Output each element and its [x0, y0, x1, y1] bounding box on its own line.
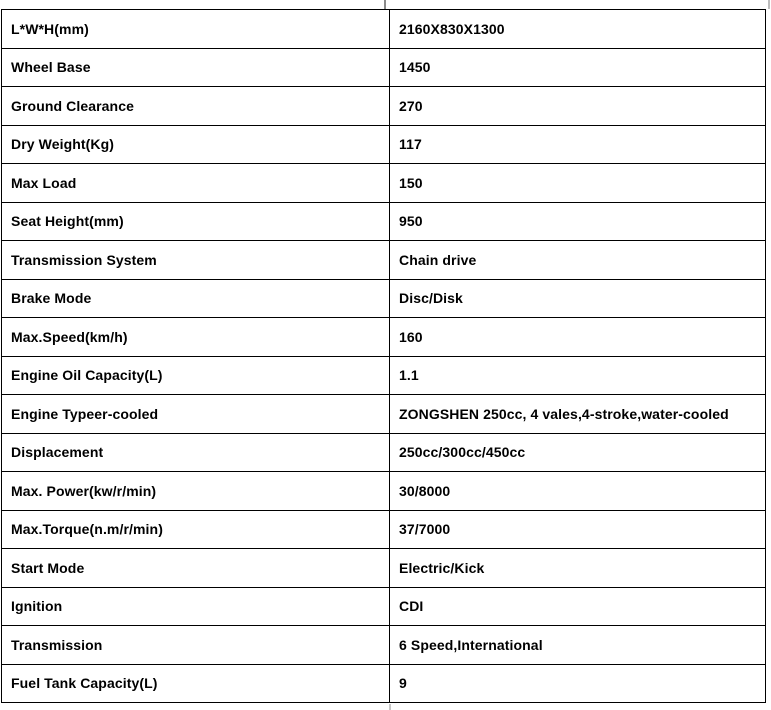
spec-label: Displacement: [2, 433, 390, 472]
spec-value: Electric/Kick: [390, 549, 766, 588]
cropped-gridline-top-right: [768, 0, 770, 9]
table-row: [2, 241, 766, 280]
spec-value: 2160X830X1300: [390, 10, 766, 49]
spec-value: 6 Speed,International: [390, 626, 766, 665]
spec-label: L*W*H(mm): [2, 10, 390, 49]
spec-label: Seat Height(mm): [2, 202, 390, 241]
spec-label: Ignition: [2, 587, 390, 626]
spec-label: Brake Mode: [2, 279, 390, 318]
spec-value: 9: [390, 664, 766, 703]
spec-value: 270: [390, 87, 766, 126]
table-row: [2, 164, 766, 203]
cropped-gridline-bottom-divider: [389, 704, 391, 710]
spec-label: Ground Clearance: [2, 87, 390, 126]
spec-value: 117: [390, 125, 766, 164]
spec-label: Engine Typeer-cooled: [2, 395, 390, 434]
spec-value: 150: [390, 164, 766, 203]
spec-label: Transmission System: [2, 241, 390, 280]
spec-value: Disc/Disk: [390, 279, 766, 318]
spec-label: Max. Power(kw/r/min): [2, 472, 390, 511]
table-row: [2, 664, 766, 703]
table-row: [2, 279, 766, 318]
spec-label: Engine Oil Capacity(L): [2, 356, 390, 395]
table-row: [2, 510, 766, 549]
spec-label: Max Load: [2, 164, 390, 203]
spec-value: Chain drive: [390, 241, 766, 280]
table-row: [2, 202, 766, 241]
spec-label: Transmission: [2, 626, 390, 665]
spec-label: Dry Weight(Kg): [2, 125, 390, 164]
spec-value: 250cc/300cc/450cc: [390, 433, 766, 472]
spec-value: ZONGSHEN 250cc, 4 vales,4-stroke,water-cooled: [390, 395, 766, 434]
table-row: [2, 472, 766, 511]
spec-value: 1450: [390, 48, 766, 87]
spec-table: [1, 9, 766, 703]
table-row: [2, 433, 766, 472]
cropped-gridline-top-divider: [384, 0, 386, 9]
spec-value: CDI: [390, 587, 766, 626]
table-row: [2, 125, 766, 164]
table-row: [2, 549, 766, 588]
spec-label: Max.Torque(n.m/r/min): [2, 510, 390, 549]
table-row: [2, 626, 766, 665]
spec-value: 160: [390, 318, 766, 357]
table-row: [2, 87, 766, 126]
spec-label: Fuel Tank Capacity(L): [2, 664, 390, 703]
table-row: [2, 587, 766, 626]
table-row: [2, 10, 766, 49]
spec-label: Start Mode: [2, 549, 390, 588]
spec-value: 950: [390, 202, 766, 241]
table-row: [2, 48, 766, 87]
spec-label: Max.Speed(km/h): [2, 318, 390, 357]
spec-value: 37/7000: [390, 510, 766, 549]
spec-value: 1.1: [390, 356, 766, 395]
spec-value: 30/8000: [390, 472, 766, 511]
table-row: [2, 318, 766, 357]
table-row: [2, 356, 766, 395]
spec-label: Wheel Base: [2, 48, 390, 87]
table-row: [2, 395, 766, 434]
